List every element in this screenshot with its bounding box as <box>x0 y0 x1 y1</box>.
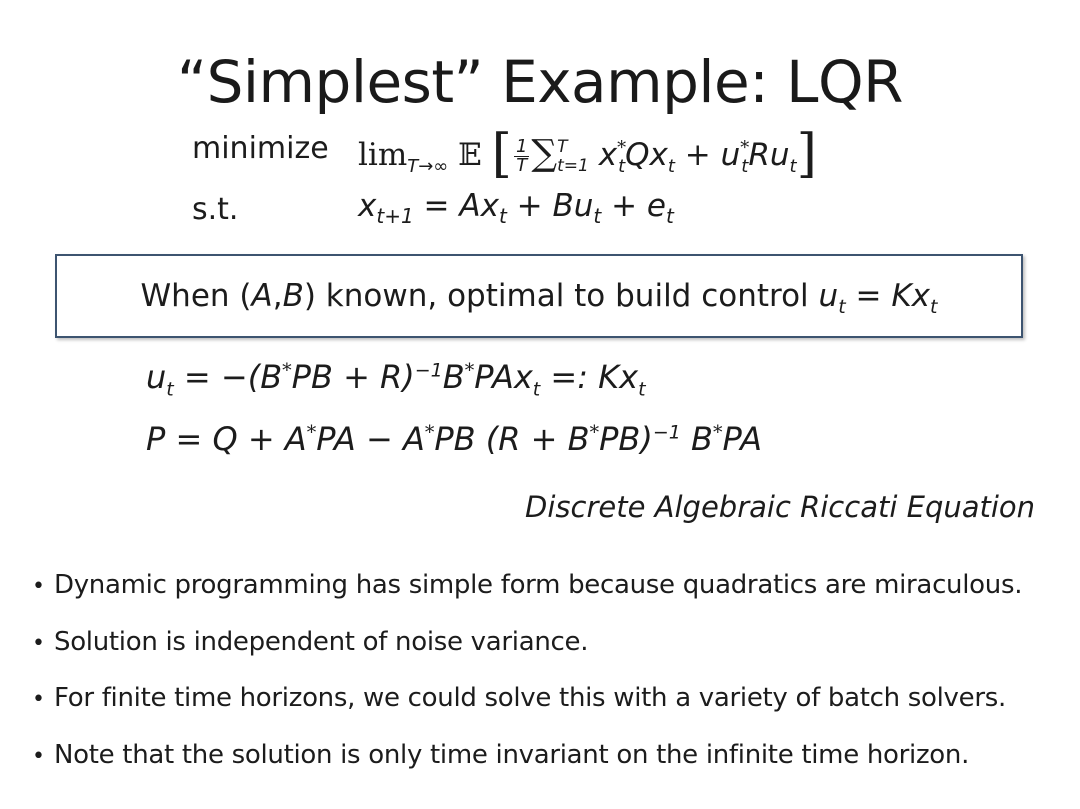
fraction-numerator: 1 <box>515 136 528 157</box>
term-x-star: * <box>617 137 627 159</box>
constraint-rhs-sub-2: t <box>593 204 602 229</box>
riccati-part-2: PA − A <box>316 420 425 458</box>
term-x-sub: t <box>618 156 626 178</box>
bullet-text: For finite time horizons, we could solve this with a variety of batch solvers. <box>54 683 1006 713</box>
gain-expr-2: PB + R) <box>291 358 415 396</box>
bullet-text: Note that the solution is only time invariant on the infinite time horizon. <box>54 739 970 770</box>
gain-expr-3: B <box>442 358 465 396</box>
box-b: B <box>282 278 304 314</box>
box-eq: = K <box>845 278 912 314</box>
riccati-part-6: PA <box>722 420 763 458</box>
right-bracket: ] <box>796 124 817 184</box>
riccati-part-4: PB) <box>599 420 653 458</box>
st-label: s.t. <box>192 192 239 227</box>
gain-formula <box>146 358 646 401</box>
riccati-inverse: −1 <box>652 421 681 444</box>
constraint-rhs-2: + Bu <box>506 188 594 224</box>
sum-symbol: ∑ <box>531 133 558 174</box>
box-x-sub: t <box>930 296 938 319</box>
riccati-formula <box>146 420 762 458</box>
gain-star-1: * <box>282 359 292 382</box>
bullet-dot: • <box>32 743 45 769</box>
minimize-label: minimize <box>192 131 329 166</box>
riccati-star-4: * <box>712 421 723 444</box>
bullet-dot: • <box>32 630 45 656</box>
term-ru: Ru <box>748 137 790 173</box>
box-u: u <box>818 278 839 314</box>
term-ru-sub: t <box>789 156 797 178</box>
constraint-formula <box>358 188 674 229</box>
bullet-item <box>32 728 1022 785</box>
plus-sign: + <box>674 137 721 173</box>
fraction-denominator: T <box>516 155 528 176</box>
bullet-dot: • <box>32 687 45 712</box>
lim-operator: lim <box>358 137 408 173</box>
constraint-rhs-sub-3: t <box>666 204 674 229</box>
riccati-equation-name: Discrete Algebraic Riccati Equation <box>525 490 1036 524</box>
term-u: u <box>720 137 741 173</box>
expectation-symbol: 𝔼 <box>458 137 482 173</box>
sum-upper: T <box>557 136 568 157</box>
riccati-part-1: P = Q + A <box>146 420 307 458</box>
riccati-star-2: * <box>424 421 435 444</box>
bullet-item <box>32 671 1022 728</box>
gain-expr-4: PAx <box>474 358 533 396</box>
riccati-part-5: B <box>680 420 713 458</box>
constraint-lhs-sub: t+1 <box>376 204 414 229</box>
riccati-part-3: PB (R + B <box>434 420 590 458</box>
gain-expr-5: =: Kx <box>540 358 639 396</box>
box-mid: ) known, optimal to build control <box>303 278 819 314</box>
bullet-list <box>32 558 1022 784</box>
bullet-dot: • <box>32 574 45 599</box>
constraint-rhs-sub-1: t <box>498 204 507 229</box>
left-bracket: [ <box>491 124 512 184</box>
gain-u: u <box>146 358 167 396</box>
slide-title: “Simplest” Example: LQR <box>177 48 903 116</box>
term-qx: Qx <box>625 137 668 173</box>
gain-u-sub: t <box>166 378 174 401</box>
bullet-item <box>32 615 1022 672</box>
riccati-star-3: * <box>589 421 600 444</box>
term-u-star: * <box>740 137 750 159</box>
sum-limits <box>557 138 589 176</box>
box-a: A <box>251 278 273 314</box>
bullet-text: Dynamic programming has simple form because quadratics are miraculous. <box>54 570 1023 600</box>
sum-lower: t=1 <box>557 155 589 176</box>
bullet-text: Solution is independent of noise variance. <box>54 626 589 657</box>
lim-subscript: T→∞ <box>407 156 449 178</box>
box-x: x <box>911 278 931 314</box>
gain-k-sub: t <box>638 378 646 401</box>
gain-expr-1: = −(B <box>173 358 283 396</box>
box-comma: , <box>272 278 283 314</box>
term-qx-sub: t <box>667 156 675 178</box>
constraint-rhs-1: = Ax <box>413 188 499 224</box>
bullet-item <box>32 558 1022 615</box>
constraint-lhs: x <box>358 188 377 224</box>
gain-star-2: * <box>464 359 475 382</box>
term-x: x <box>598 137 618 173</box>
highlight-text <box>57 278 1021 319</box>
highlight-box <box>55 254 1023 338</box>
box-u-sub: t <box>838 296 846 319</box>
fraction <box>514 138 529 175</box>
term-u-sub: t <box>741 156 749 178</box>
gain-x-sub: t <box>532 378 541 401</box>
objective-formula <box>358 124 817 184</box>
box-prefix: When ( <box>140 278 252 314</box>
riccati-star-1: * <box>306 421 317 444</box>
gain-inverse: −1 <box>414 359 443 382</box>
constraint-rhs-3: + e <box>601 188 666 224</box>
